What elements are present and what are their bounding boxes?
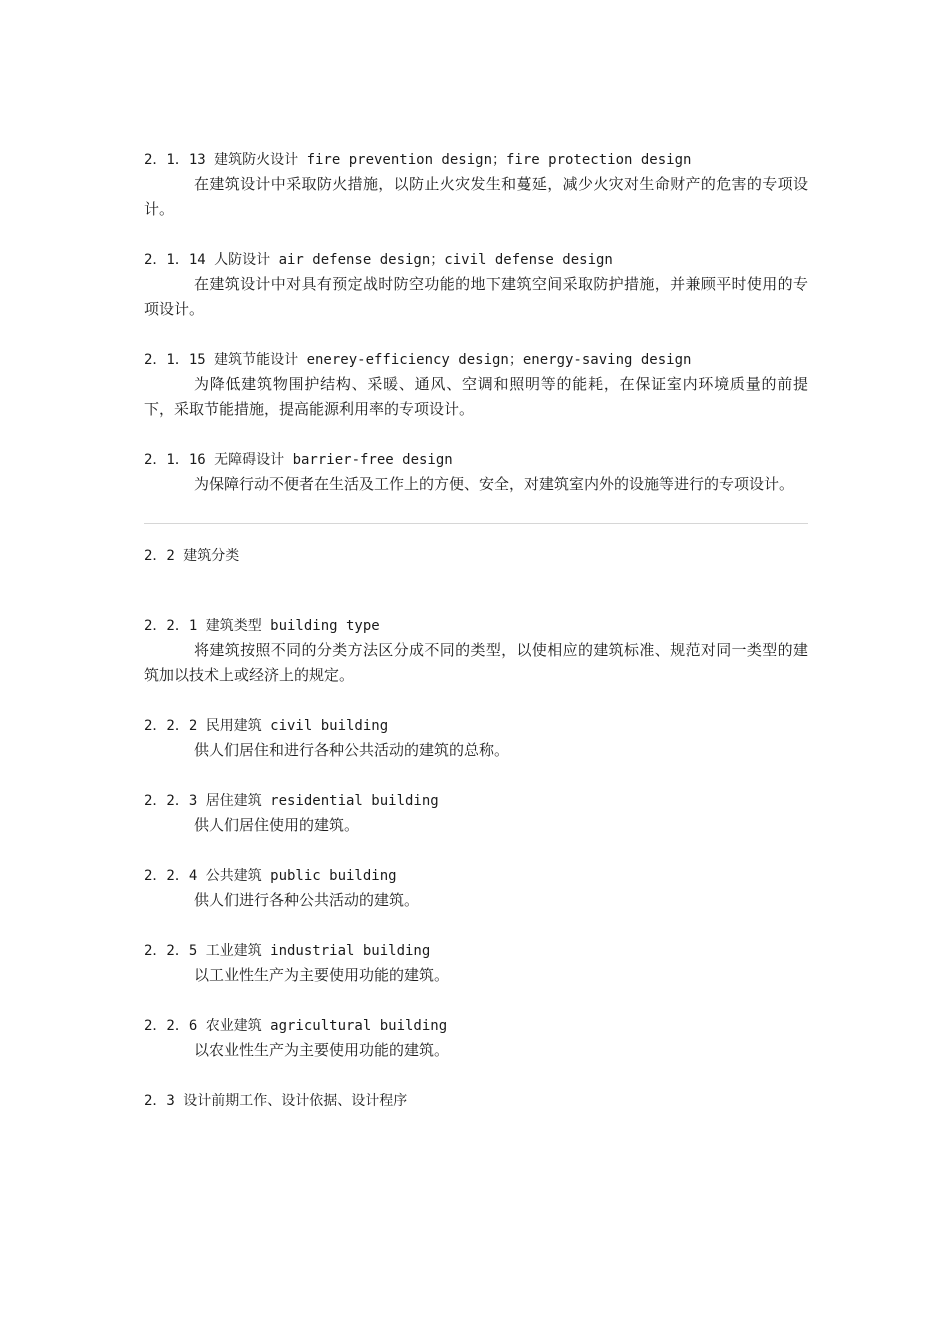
term-heading: 2．2．3 居住建筑 residential building (144, 793, 439, 809)
term-2-2-5 (144, 939, 808, 988)
term-heading: 2．2．5 工业建筑 industrial building (144, 943, 431, 959)
term-definition: 以工业性生产为主要使用功能的建筑。 (194, 966, 450, 984)
term-definition: 将建筑按照不同的分类方法区分成不同的类型，以使相应的建筑标准、规范对同一类型的建筑加以技术上或经济上的规定。 (144, 641, 808, 684)
term-2-2-6 (144, 1014, 808, 1063)
term-heading: 2．2．6 农业建筑 agricultural building (144, 1018, 448, 1034)
term-2-2-4 (144, 864, 808, 913)
term-definition: 供人们居住使用的建筑。 (194, 816, 360, 834)
section-divider (144, 523, 808, 524)
term-2-1-14 (144, 248, 808, 322)
section-heading-2-2: 2．2 建筑分类 (144, 548, 240, 564)
term-2-2-1 (144, 614, 808, 688)
term-2-1-15 (144, 348, 808, 422)
term-heading: 2．2．4 公共建筑 public building (144, 868, 397, 884)
term-2-2-2 (144, 714, 808, 763)
term-definition: 在建筑设计中对具有预定战时防空功能的地下建筑空间采取防护措施，并兼顾平时使用的专项设计。 (144, 275, 808, 318)
term-2-1-13 (144, 148, 808, 222)
document-page (144, 148, 808, 1159)
term-heading: 2．1．15 建筑节能设计 enerey-efficiency design；energy-saving design (144, 352, 692, 368)
term-definition: 供人们居住和进行各种公共活动的建筑的总称。 (194, 741, 510, 759)
term-definition: 供人们进行各种公共活动的建筑。 (194, 891, 420, 909)
term-heading: 2．1．16 无障碍设计 barrier-free design (144, 452, 453, 468)
term-heading: 2．1．13 建筑防火设计 fire prevention design；fire protection design (144, 152, 692, 168)
term-2-1-16 (144, 448, 808, 497)
term-heading: 2．2．2 民用建筑 civil building (144, 718, 389, 734)
term-definition: 在建筑设计中采取防火措施，以防止火灾发生和蔓延，减少火灾对生命财产的危害的专项设计。 (144, 175, 808, 218)
term-definition: 为降低建筑物围护结构、采暖、通风、空调和照明等的能耗，在保证室内环境质量的前提下，采取节能措施，提高能源利用率的专项设计。 (144, 375, 808, 418)
term-heading: 2．1．14 人防设计 air defense design；civil defense design (144, 252, 613, 268)
term-definition: 为保障行动不便者在生活及工作上的方便、安全，对建筑室内外的设施等进行的专项设计。 (194, 475, 795, 493)
section-heading-2-3: 2．3 设计前期工作、设计依据、设计程序 (144, 1093, 408, 1109)
term-heading: 2．2．1 建筑类型 building type (144, 618, 380, 634)
term-definition: 以农业性生产为主要使用功能的建筑。 (194, 1041, 450, 1059)
term-2-2-3 (144, 789, 808, 838)
